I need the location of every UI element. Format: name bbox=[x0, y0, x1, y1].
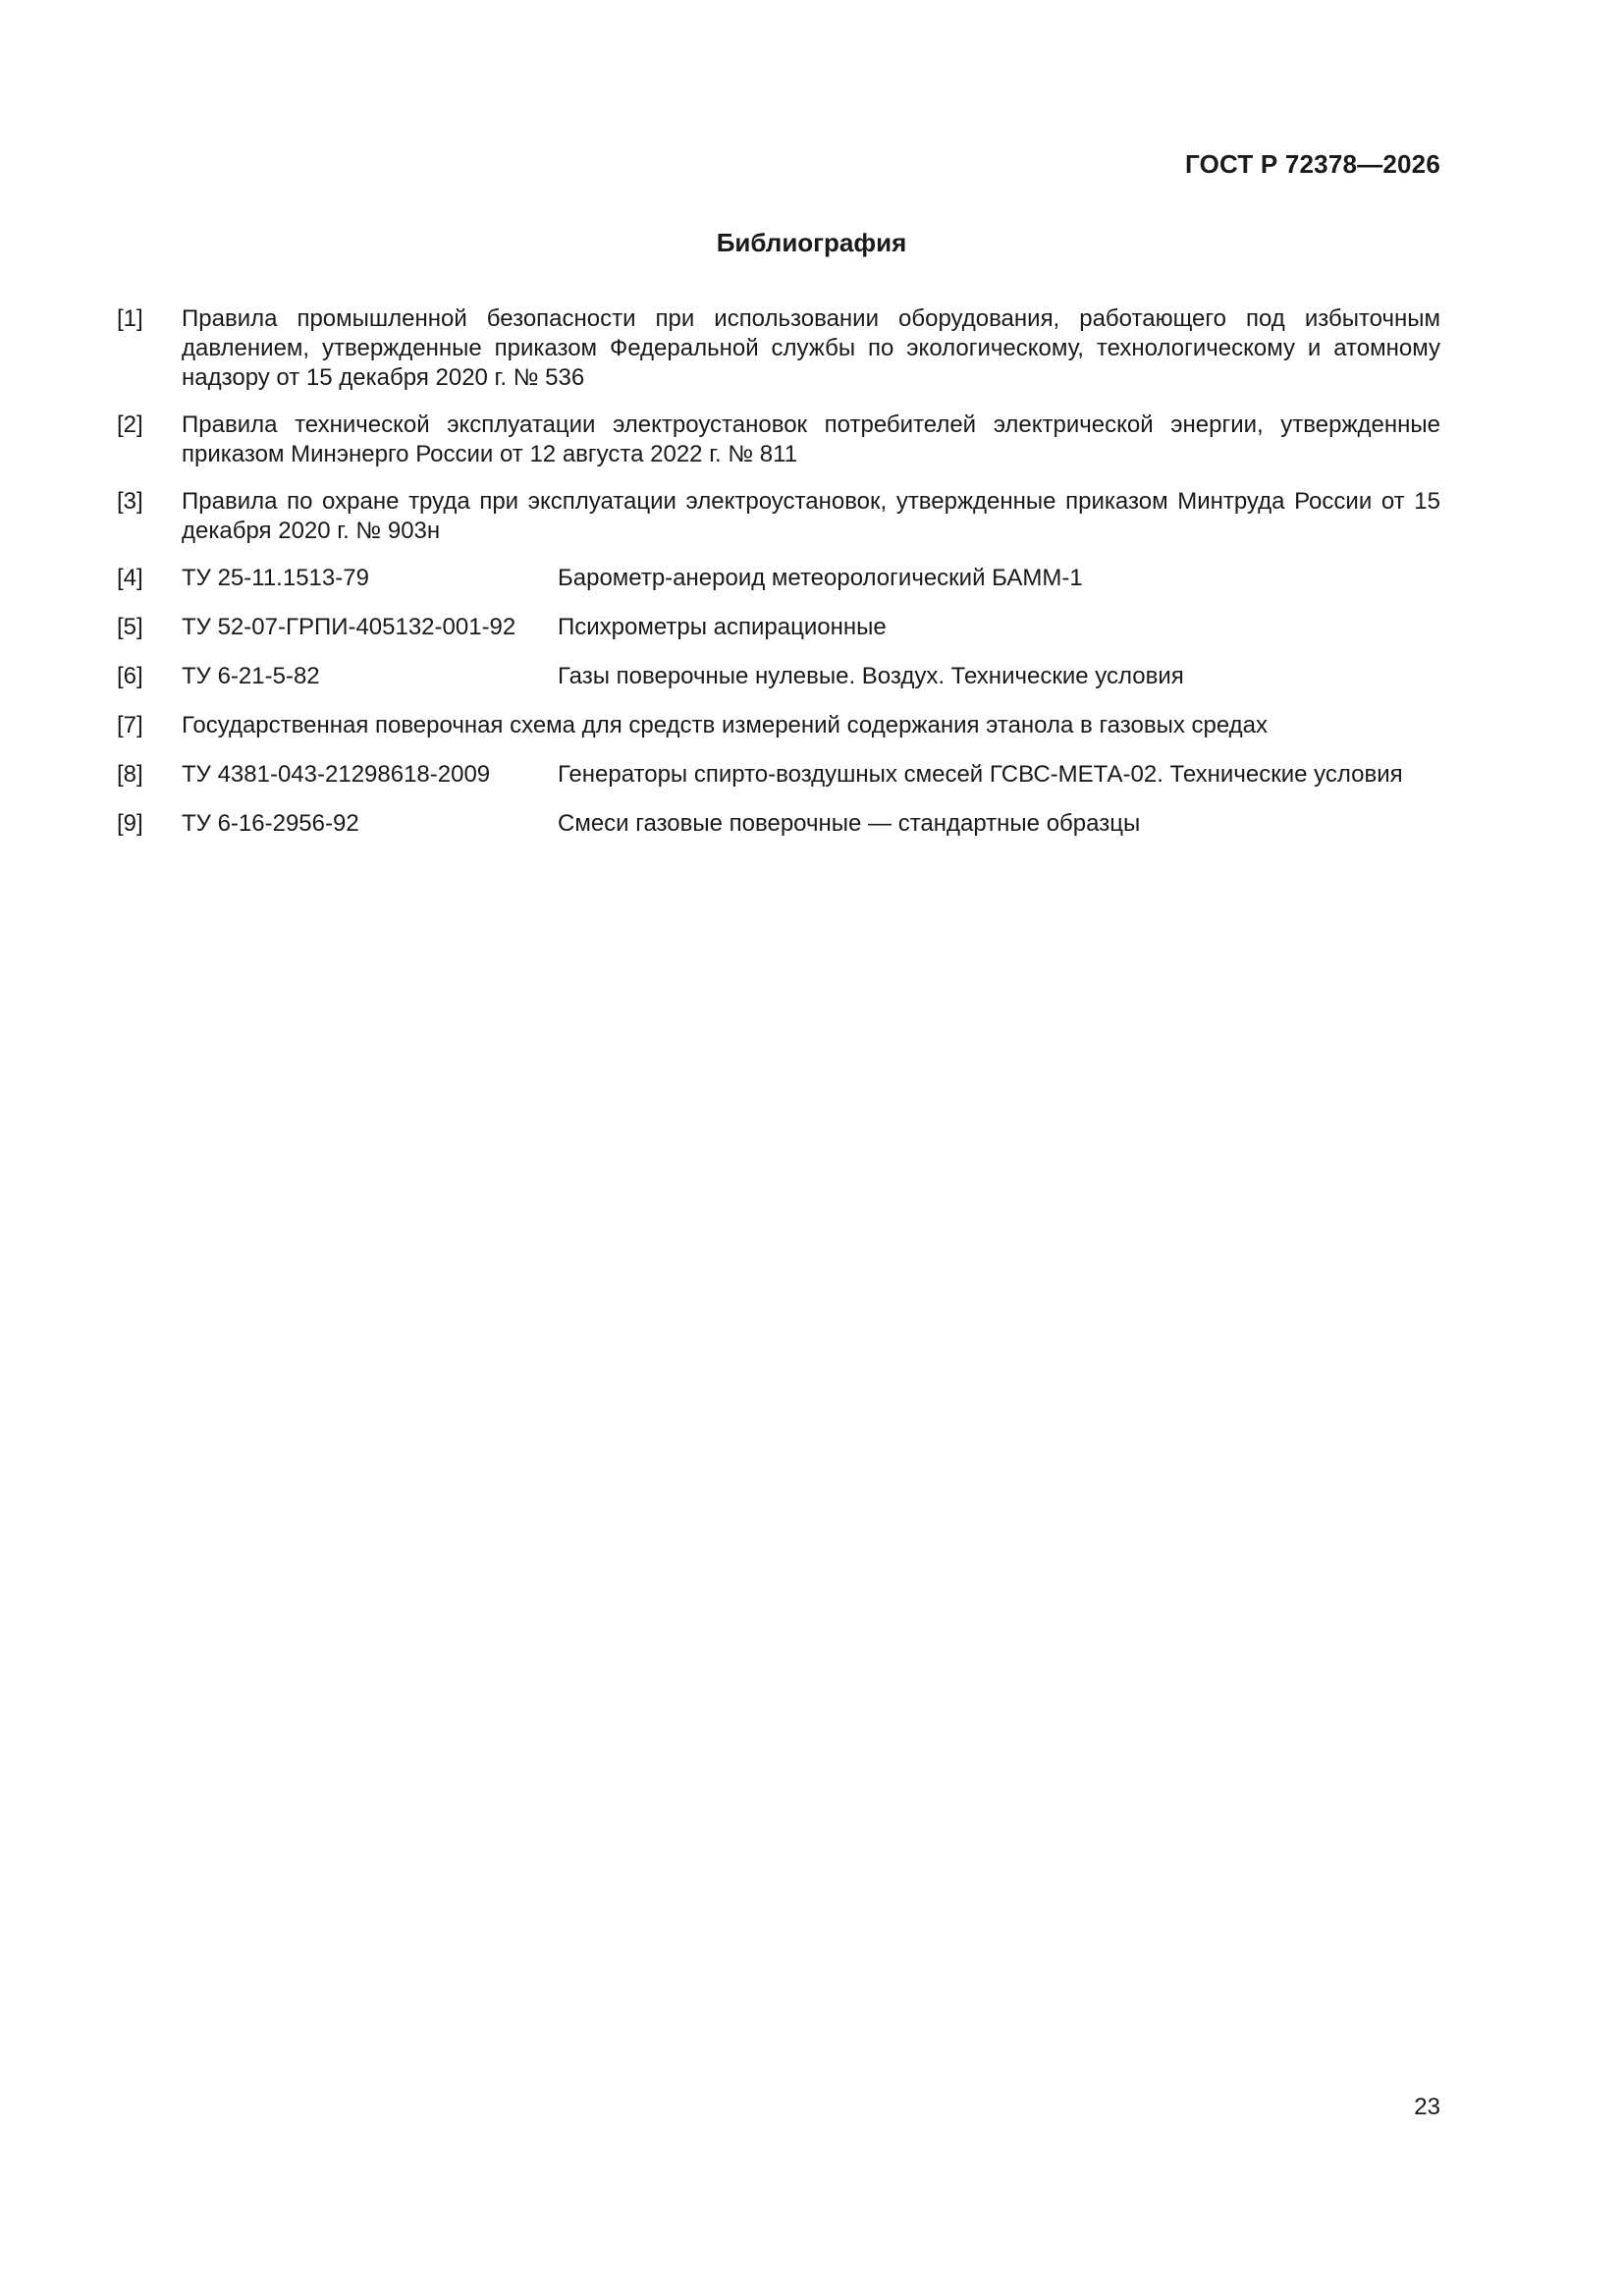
bibliography-entry bbox=[117, 487, 1440, 546]
entry-title: Генераторы спирто-воздушных смесей ГСВС-МЕТА-02. Технические условия bbox=[558, 761, 1403, 788]
entry-number: [9] bbox=[117, 810, 143, 837]
entry-code: ТУ 6-21-5-82 bbox=[182, 663, 320, 689]
entry-title: Смеси газовые поверочные — стандартные образцы bbox=[558, 810, 1141, 837]
entry-title: Газы поверочные нулевые. Воздух. Технические условия bbox=[558, 663, 1184, 689]
bibliography-entry bbox=[117, 711, 1440, 740]
bibliography-entry bbox=[117, 613, 1440, 642]
bibliography-entry bbox=[117, 760, 1440, 790]
bibliography-entry bbox=[117, 304, 1440, 393]
entry-number: [7] bbox=[117, 712, 143, 738]
bibliography-list bbox=[117, 304, 1440, 858]
entry-number: [6] bbox=[117, 663, 143, 689]
entry-text: Правила технической эксплуатации электроустановок потребителей электрической энергии, утвержденные приказом Минэнерго России от 12 августа 2022 г. № 811 bbox=[182, 411, 1440, 467]
entry-number: [5] bbox=[117, 614, 143, 640]
entry-code: ТУ 4381-043-21298618-2009 bbox=[182, 761, 491, 788]
entry-number: [2] bbox=[117, 411, 143, 438]
entry-code: ТУ 52-07-ГРПИ-405132-001-92 bbox=[182, 614, 516, 640]
entry-text: Государственная поверочная схема для средств измерений содержания этанола в газовых средах bbox=[182, 712, 1269, 738]
entry-title: Барометр-анероид метеорологический БАММ-1 bbox=[558, 565, 1083, 591]
bibliography-entry bbox=[117, 662, 1440, 691]
page-number: 23 bbox=[1414, 2094, 1440, 2120]
bibliography-entry bbox=[117, 564, 1440, 593]
entry-number: [8] bbox=[117, 761, 143, 788]
section-title: Библиография bbox=[716, 228, 907, 257]
document-code: ГОСТ Р 72378—2026 bbox=[1185, 149, 1440, 179]
bibliography-entry bbox=[117, 809, 1440, 839]
entry-number: [4] bbox=[117, 565, 143, 591]
entry-text: Правила промышленной безопасности при использовании оборудования, работающего под избыточным давлением, утвержденные приказом Федеральной службы по экологическому, технологическому и атомному надзору от 15 декабря 2020 г. № 536 bbox=[182, 305, 1440, 391]
entry-number: [1] bbox=[117, 305, 143, 332]
entry-code: ТУ 6-16-2956-92 bbox=[182, 810, 359, 837]
entry-title: Психрометры аспирационные bbox=[558, 614, 887, 640]
entry-code: ТУ 25-11.1513-79 bbox=[182, 565, 369, 591]
entry-text: Правила по охране труда при эксплуатации электроустановок, утвержденные приказом Минтруда России от 15 декабря 2020 г. № 903н bbox=[182, 488, 1440, 544]
bibliography-entry bbox=[117, 410, 1440, 469]
entry-number: [3] bbox=[117, 488, 143, 515]
